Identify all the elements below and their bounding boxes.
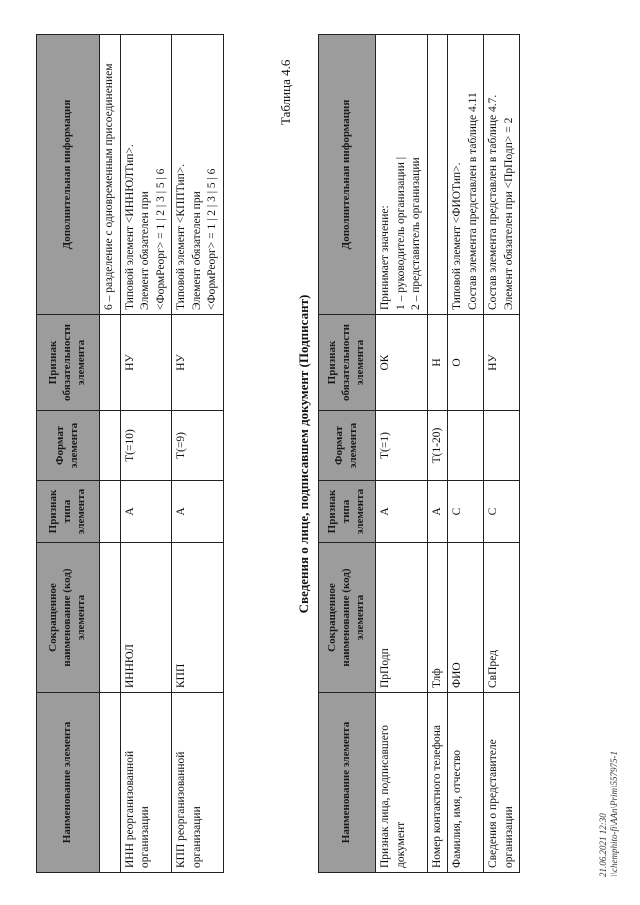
cell-format: T(=9) bbox=[172, 411, 224, 481]
table-caption: Таблица 4.6 bbox=[278, 59, 293, 125]
table-row bbox=[427, 35, 448, 873]
cell-type: А bbox=[172, 481, 224, 543]
cell-code: ИННЮЛ bbox=[120, 543, 172, 693]
info-line: Состав элемента представлен в таблице 4.7. bbox=[487, 94, 500, 310]
cell-format: T(=10) bbox=[120, 411, 172, 481]
info-line: Типовой элемент <ИННЮЛТип>. bbox=[123, 144, 136, 310]
info-line: 2 – представитель организации bbox=[410, 157, 423, 310]
header-info: Дополнительная информация bbox=[37, 35, 100, 315]
cell-name: ИНН реорганизованной организации bbox=[120, 693, 172, 873]
info-line: Типовой элемент <КППТип>. bbox=[175, 163, 188, 310]
info-line: <ФормРеорг> = 1 | 2 | 3 | 5 | 6 bbox=[154, 168, 167, 310]
cell-format bbox=[100, 411, 121, 481]
table-row bbox=[100, 35, 121, 873]
cell-required: НУ bbox=[484, 315, 520, 411]
table-header-row bbox=[319, 35, 376, 873]
cell-code: Тлф bbox=[427, 543, 448, 693]
cell-required: НУ bbox=[120, 315, 172, 411]
cell-code: КПП bbox=[172, 543, 224, 693]
info-line: Элемент обязателен при bbox=[139, 191, 152, 310]
document-stamp bbox=[598, 751, 620, 877]
info-line: Элемент обязателен при <ПрПодп> = 2 bbox=[502, 117, 515, 310]
cell-required: О bbox=[448, 315, 484, 411]
header-code: Сокращенное наименование (код) элемента bbox=[37, 543, 100, 693]
info-line: <ФормРеорг> = 1 | 2 | 3 | 5 | 6 bbox=[206, 168, 219, 310]
cell-required: НУ bbox=[172, 315, 224, 411]
cell-format: T(=1) bbox=[376, 411, 428, 481]
header-type: Признак типа элемента bbox=[319, 481, 376, 543]
info-line: Элемент обязателен при bbox=[190, 191, 203, 310]
header-code: Сокращенное наименование (код) элемента bbox=[319, 543, 376, 693]
stamp-path: \\chemphito-fi\AAn\Prim\557975-1 bbox=[608, 751, 619, 877]
section-title: Сведения о лице, подписавшем документ (Подписант) bbox=[296, 294, 311, 614]
signer-table bbox=[318, 34, 520, 873]
cell-info bbox=[427, 35, 448, 315]
header-format: Формат элемента bbox=[319, 411, 376, 481]
cell-required bbox=[100, 315, 121, 411]
cell-required: ОК bbox=[376, 315, 428, 411]
cell-name: Признак лица, подписавшего документ bbox=[376, 693, 428, 873]
cell-code bbox=[100, 543, 121, 693]
cell-name: Фамилия, имя, отчество bbox=[448, 693, 484, 873]
cell-info bbox=[100, 35, 121, 315]
header-required: Признак обязательности элемента bbox=[37, 315, 100, 411]
cell-name: Номер контактного телефона bbox=[427, 693, 448, 873]
cell-name: КПП реорганизованной организации bbox=[172, 693, 224, 873]
cell-type: С bbox=[448, 481, 484, 543]
cell-info bbox=[172, 35, 224, 315]
cell-type: А bbox=[376, 481, 428, 543]
cell-type: А bbox=[120, 481, 172, 543]
info-line: 1 – руководитель организации | bbox=[394, 156, 407, 310]
table-row bbox=[172, 35, 224, 873]
info-line: 6 – разделение с одновременным присоединением bbox=[103, 63, 115, 310]
cell-required: Н bbox=[427, 315, 448, 411]
info-line: Принимает значение: bbox=[379, 205, 391, 310]
table-row bbox=[448, 35, 484, 873]
cell-name bbox=[100, 693, 121, 873]
cell-format bbox=[448, 411, 484, 481]
cell-code: СвПред bbox=[484, 543, 520, 693]
header-required: Признак обязательности элемента bbox=[319, 315, 376, 411]
header-type: Признак типа элемента bbox=[37, 481, 100, 543]
cell-info bbox=[484, 35, 520, 315]
info-line: Типовой элемент <ФИОТип>. bbox=[451, 162, 464, 310]
elements-table-continued bbox=[36, 34, 224, 873]
cell-type: С bbox=[484, 481, 520, 543]
cell-type: А bbox=[427, 481, 448, 543]
cell-info bbox=[448, 35, 484, 315]
header-name: Наименование элемента bbox=[37, 693, 100, 873]
header-format: Формат элемента bbox=[37, 411, 100, 481]
cell-type bbox=[100, 481, 121, 543]
cell-code: ФИО bbox=[448, 543, 484, 693]
cell-name: Сведения о представителе организации bbox=[484, 693, 520, 873]
header-info: Дополнительная информация bbox=[319, 35, 376, 315]
cell-format bbox=[484, 411, 520, 481]
table-row bbox=[484, 35, 520, 873]
stamp-date: 21.06.2021 12:30 bbox=[598, 813, 608, 877]
table-row bbox=[120, 35, 172, 873]
info-line: Состав элемента представлен в таблице 4.11 bbox=[466, 92, 479, 310]
cell-info bbox=[120, 35, 172, 315]
cell-info bbox=[376, 35, 428, 315]
table-row bbox=[376, 35, 428, 873]
table-header-row bbox=[37, 35, 100, 873]
cell-code: ПрПодп bbox=[376, 543, 428, 693]
cell-format: T(1-20) bbox=[427, 411, 448, 481]
header-name: Наименование элемента bbox=[319, 693, 376, 873]
